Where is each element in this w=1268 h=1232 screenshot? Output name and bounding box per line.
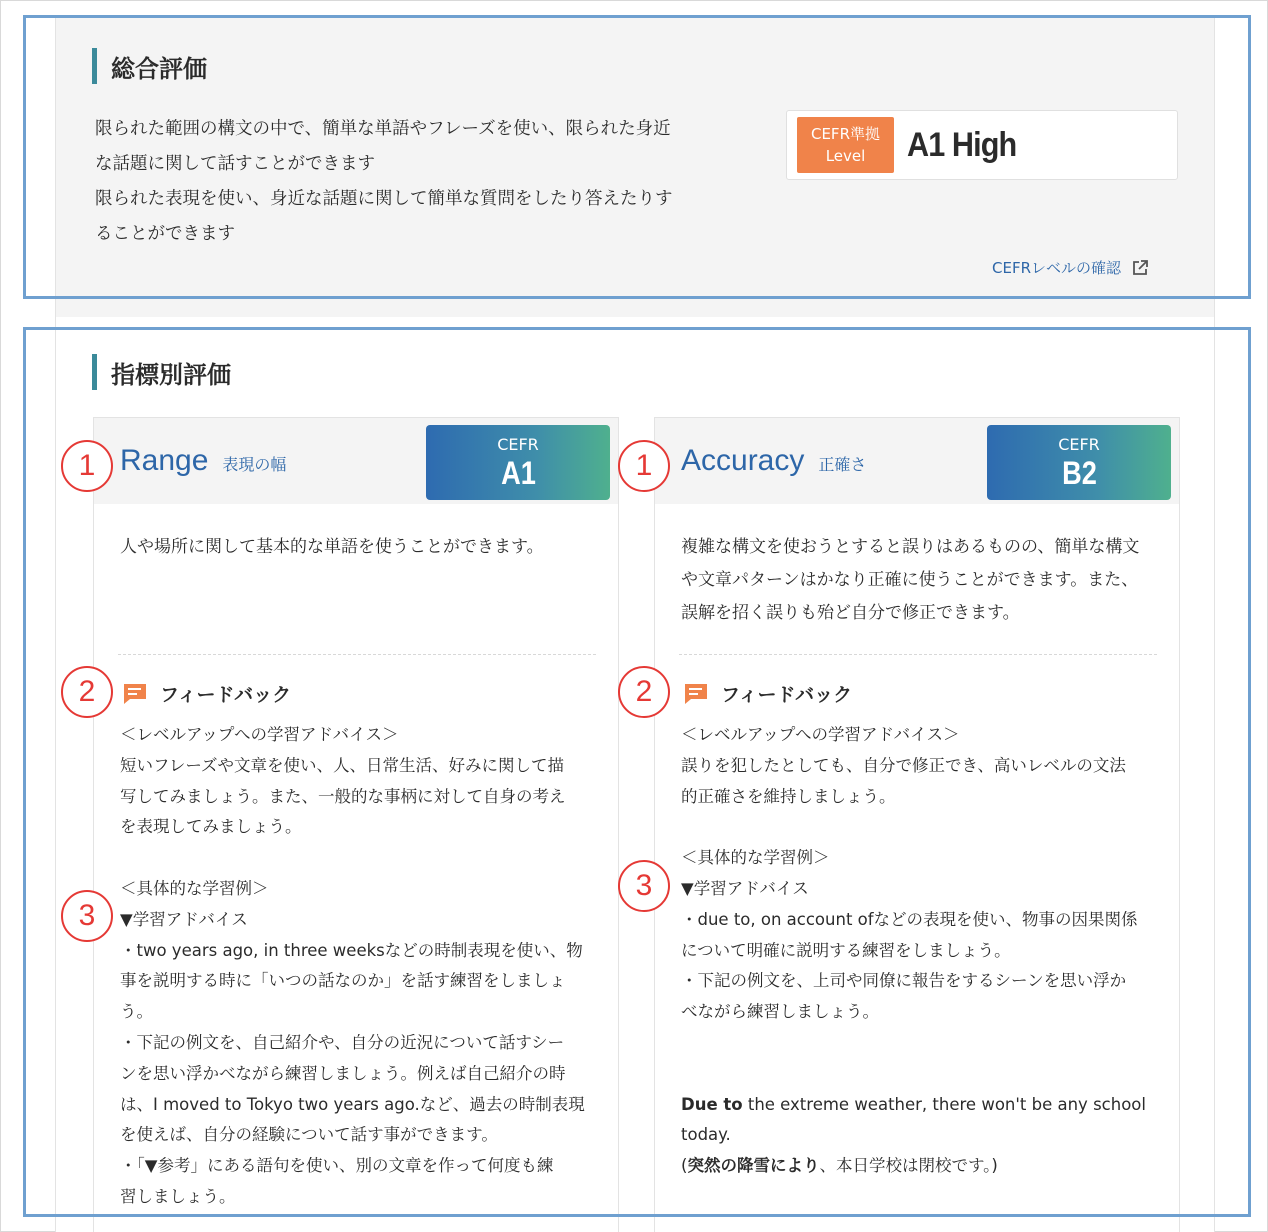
feedback-line: ・two years ago, in three weeksなどの時制表現を使い、物	[120, 940, 583, 960]
feedback-line: を使えば、自分の経験について話す事ができます。	[120, 1125, 498, 1145]
cefr-tag-line2: Level	[825, 147, 866, 165]
feedback-line: は、I moved to Tokyo two years ago.など、過去の時制表現	[120, 1094, 585, 1114]
feedback-title: フィードバック	[160, 684, 292, 706]
feedback-line: う。	[120, 1002, 153, 1022]
cefr-badge-level: A1	[500, 454, 536, 491]
example-bold-phrase: Due to	[681, 1094, 743, 1114]
feedback-line: 的正確さを維持しましょう。	[681, 786, 896, 806]
cefr-badge-level: B2	[1061, 454, 1097, 491]
feedback-line: ▼学習アドバイス	[120, 909, 248, 929]
annotation-marker-3: 3	[61, 890, 113, 942]
feedback-line: ＜具体的な学習例＞	[681, 848, 830, 868]
annotation-marker-2: 2	[618, 666, 670, 718]
accuracy-title: Accuracy	[681, 444, 805, 477]
metrics-title-text: 指標別評価	[111, 360, 231, 389]
overall-level-value: A1 High	[907, 125, 1017, 164]
range-title: Range	[120, 444, 209, 477]
range-subtitle: 表現の幅	[222, 455, 287, 474]
feedback-title: フィードバック	[721, 684, 853, 706]
example-translation-text: 、本日学校は閉校です。)	[819, 1156, 998, 1176]
overall-description-line: 限られた表現を使い、身近な話題に関して簡単な質問をしたり答えたりす	[95, 189, 673, 209]
overall-title-text: 総合評価	[111, 54, 207, 83]
cefr-badge-label: CEFR	[1058, 434, 1100, 454]
accuracy-description: 複雑な構文を使おうとすると誤りはあるものの、簡単な構文や文章パターンはかなり正確に使うことができます。また、誤解を招く誤りも殆ど自分で修正できます。	[681, 537, 1140, 623]
cefr-badge-label: CEFR	[497, 434, 539, 454]
range-description: 人や場所に関して基本的な単語を使うことができます。	[120, 537, 544, 557]
feedback-line: ＜レベルアップへの学習アドバイス＞	[681, 725, 960, 744]
feedback-line: ＜具体的な学習例＞	[120, 878, 269, 898]
feedback-line: ・due to, on account ofなどの表現を使い、物事の因果関係	[681, 909, 1138, 929]
feedback-line: 誤りを犯したとしても、自分で修正でき、高いレベルの文法	[681, 755, 1126, 775]
example-text: the extreme weather, there won't be any school	[742, 1094, 1146, 1114]
feedback-line: 写してみましょう。また、一般的な事柄に対して自身の考え	[120, 786, 566, 806]
feedback-line: ▼学習アドバイス	[681, 878, 809, 898]
accuracy-subtitle: 正確さ	[818, 455, 867, 474]
feedback-line: ンを思い浮かべながら練習しましょう。例えば自己紹介の時	[120, 1063, 566, 1083]
feedback-line: 短いフレーズや文章を使い、人、日常生活、好みに関して描	[120, 755, 565, 775]
annotation-marker-3: 3	[618, 860, 670, 912]
cefr-tag-line1: CEFR準拠	[810, 125, 880, 143]
annotation-marker-2: 2	[61, 666, 113, 718]
feedback-line: ・下記の例文を、上司や同僚に報告をするシーンを思い浮か	[681, 971, 1127, 991]
overall-description-line: 限られた範囲の構文の中で、簡単な単語やフレーズを使い、限られた身近	[95, 119, 671, 139]
annotation-marker-1: 1	[618, 440, 670, 492]
cefr-link-label: CEFRレベルの確認	[992, 259, 1122, 277]
feedback-line: ・「▼参考」にある語句を使い、別の文章を作って何度も練	[120, 1156, 554, 1176]
overall-description-line: ることができます	[95, 224, 235, 244]
overall-highlight-frame	[23, 15, 1251, 299]
example-bold-translation: 突然の降雪により	[687, 1156, 820, 1176]
feedback-line: ・下記の例文を、自己紹介や、自分の近況について話すシー	[120, 1032, 565, 1052]
feedback-line: 事を説明する時に「いつの話なのか」を話す練習をしましょ	[120, 971, 566, 991]
overall-description-line: な話題に関して話すことができます	[95, 154, 375, 174]
example-paren: (	[681, 1156, 688, 1176]
feedback-line: べながら練習しましょう。	[681, 1002, 879, 1022]
feedback-line: を表現してみましょう。	[120, 817, 302, 837]
annotation-marker-1: 1	[61, 440, 113, 492]
feedback-line: について明確に説明する練習をしましょう。	[681, 940, 1011, 960]
example-sentence-line: today.	[681, 1125, 731, 1145]
feedback-line: ＜レベルアップへの学習アドバイス＞	[120, 725, 399, 744]
feedback-line: 習しましょう。	[120, 1186, 236, 1206]
